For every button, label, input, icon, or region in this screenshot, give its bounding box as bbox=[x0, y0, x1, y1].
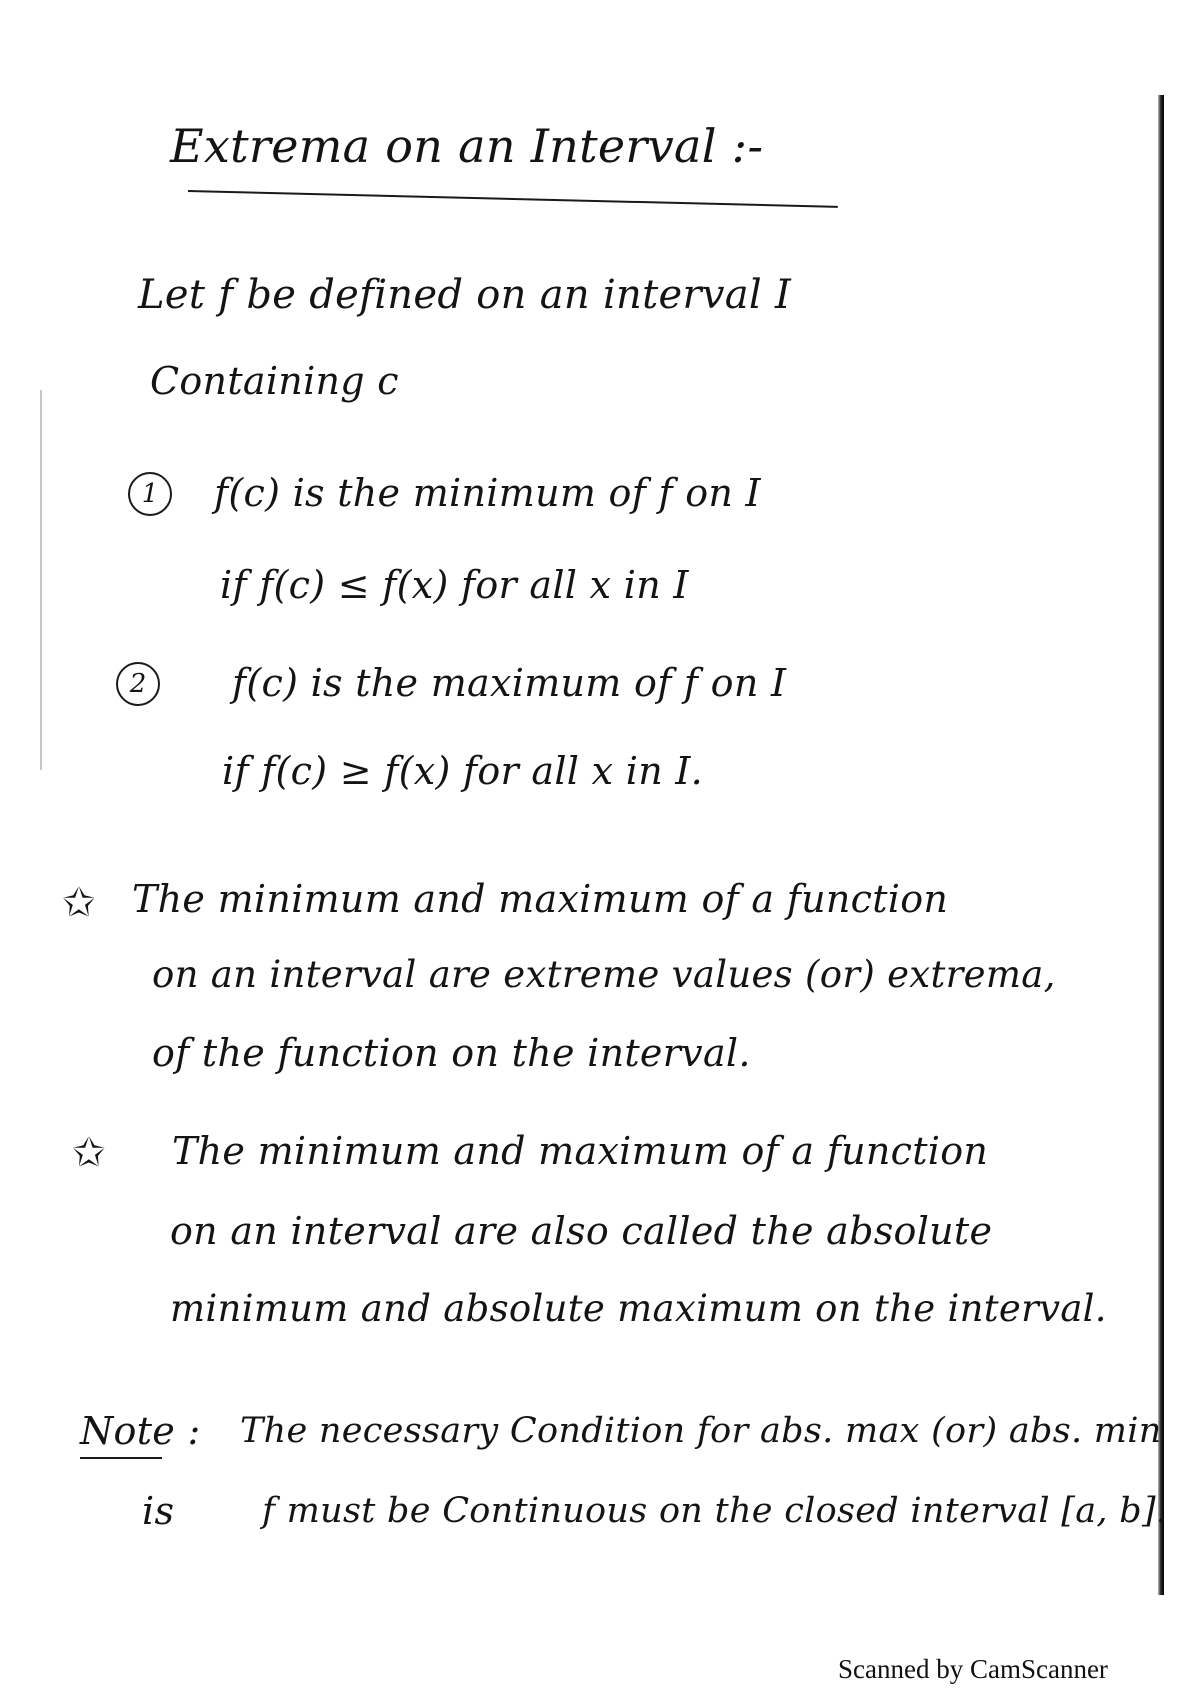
remark-2-line-2: on an interval are also called the absolute bbox=[170, 1209, 993, 1253]
remark-1-line-3: of the function on the interval. bbox=[152, 1031, 751, 1075]
page-edge-right bbox=[1158, 95, 1164, 1595]
note-line-2: f must be Continuous on the closed interval [a, b]. bbox=[262, 1491, 1168, 1531]
definition-2-line-1: f(c) is the maximum of f on I bbox=[232, 661, 787, 705]
definition-2-number: 2 bbox=[116, 662, 160, 706]
note-line-1: The necessary Condition for abs. max (or) abs. min bbox=[240, 1411, 1162, 1451]
remark-1-line-2: on an interval are extreme values (or) extrema, bbox=[152, 953, 1056, 996]
star-icon: ✩ bbox=[62, 880, 96, 926]
intro-line-1: Let f be defined on an interval I bbox=[138, 272, 792, 318]
definition-1-line-1: f(c) is the minimum of f on I bbox=[214, 471, 761, 515]
intro-line-2: Containing c bbox=[150, 359, 399, 403]
note-line-2-prefix: is bbox=[142, 1489, 175, 1533]
remark-1-line-1: The minimum and maximum of a function bbox=[132, 877, 949, 921]
definition-1-line-2: if f(c) ≤ f(x) for all x in I bbox=[220, 563, 689, 607]
scanner-footer: Scanned by CamScanner bbox=[838, 1654, 1108, 1684]
page-title: Extrema on an Interval :- bbox=[170, 119, 764, 173]
page-edge-left bbox=[40, 390, 42, 770]
definition-2-line-2: if f(c) ≥ f(x) for all x in I. bbox=[222, 749, 704, 793]
remark-2-line-3: minimum and absolute maximum on the interval. bbox=[170, 1287, 1107, 1330]
star-icon: ✩ bbox=[72, 1130, 106, 1176]
note-label-underline bbox=[80, 1457, 162, 1459]
title-underline bbox=[188, 190, 838, 208]
note-label: Note : bbox=[80, 1409, 201, 1453]
remark-2-line-1: The minimum and maximum of a function bbox=[172, 1129, 989, 1173]
definition-1-number: 1 bbox=[128, 472, 172, 516]
